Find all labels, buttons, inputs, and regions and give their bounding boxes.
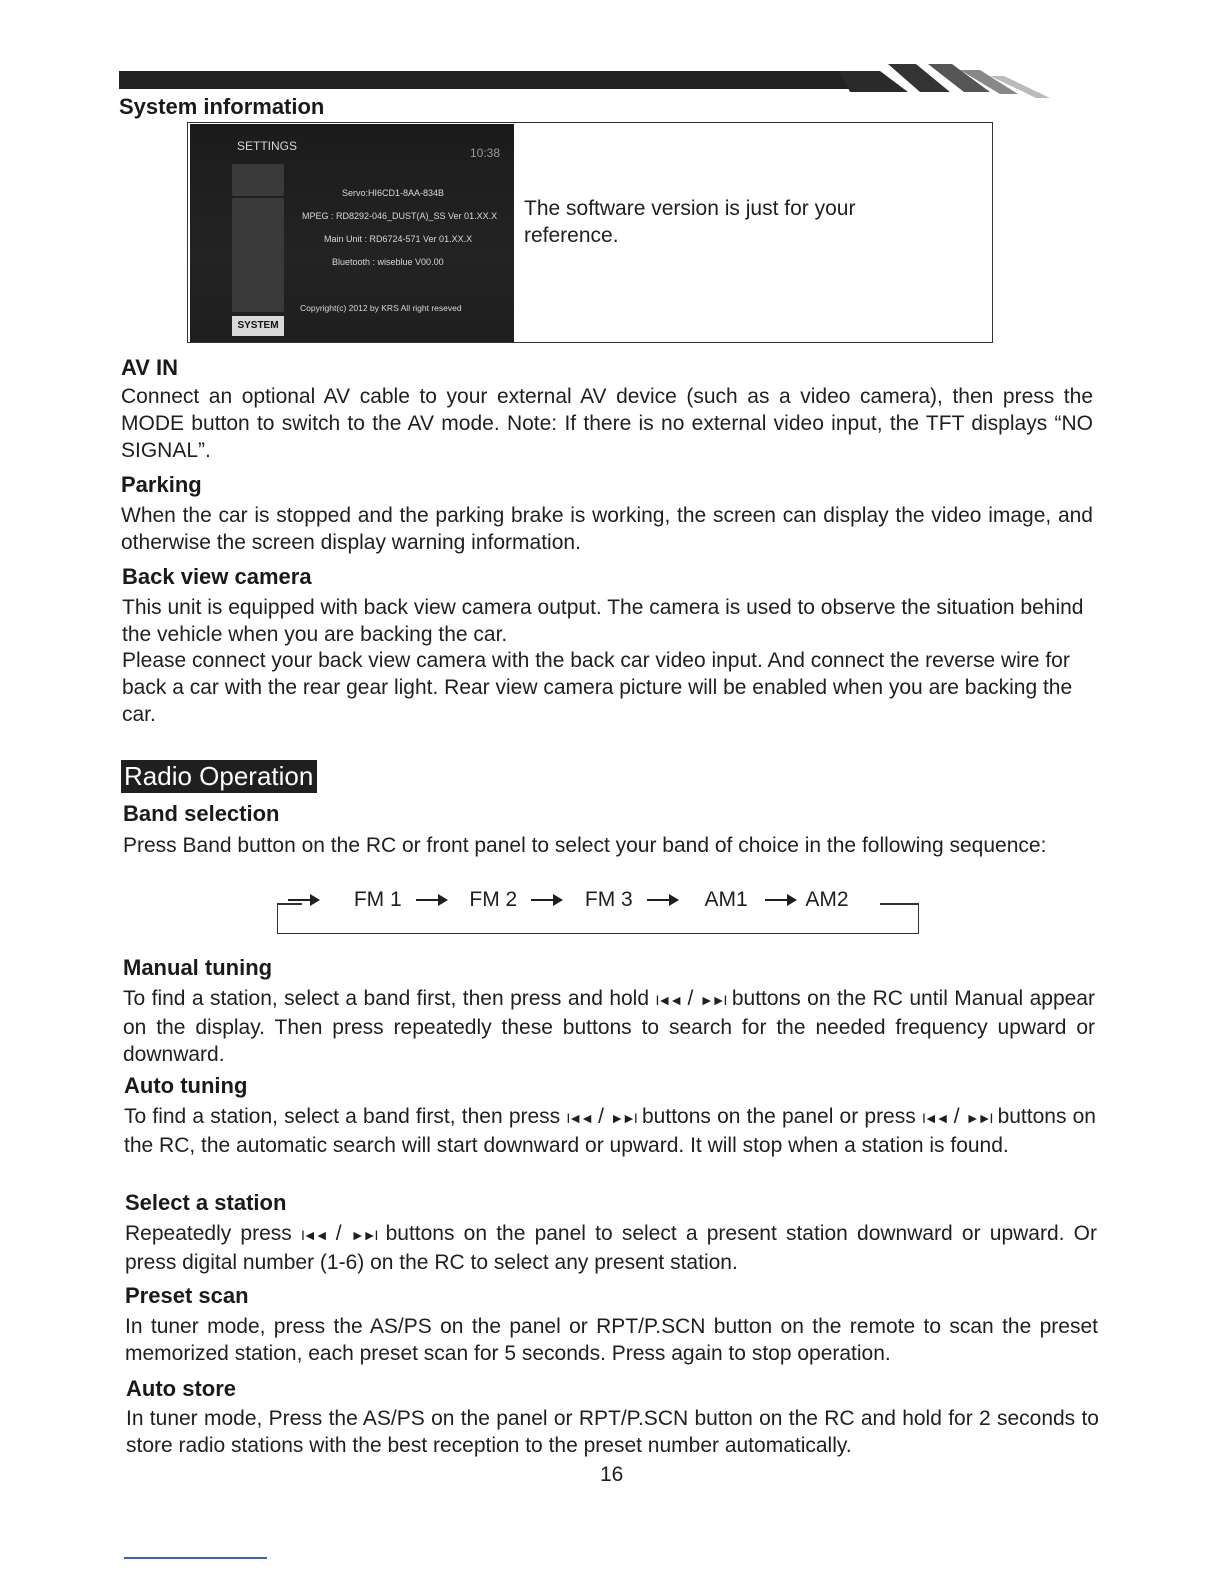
arrow-icon bbox=[416, 899, 446, 901]
band-selection-heading: Band selection bbox=[123, 801, 280, 826]
prev-track-icon: I◄◄ bbox=[300, 1227, 327, 1243]
manual-tuning-text bbox=[123, 985, 1095, 1068]
back-view-camera-heading: Back view camera bbox=[122, 564, 312, 589]
auto-tuning-text-c: buttons on the RC, the automatic search will start downward or upward. It will stop when a station is found. bbox=[124, 1105, 1096, 1157]
next-track-icon: ►►I bbox=[699, 992, 726, 1008]
header-stripes-decoration bbox=[840, 52, 1080, 98]
band-fm2: FM 2 bbox=[469, 888, 518, 911]
slash: / bbox=[335, 1222, 342, 1245]
settings-copyright: Copyright(c) 2012 by KRS All right reseved bbox=[300, 303, 462, 313]
manual-tuning-heading: Manual tuning bbox=[123, 955, 273, 980]
auto-store-text: In tuner mode, Press the AS/PS on the panel or RPT/P.SCN button on the RC and hold for 2 seconds to store radio stations with the best reception to the preset number automatically. bbox=[126, 1407, 1099, 1457]
slash: / bbox=[598, 1105, 605, 1128]
select-station-heading: Select a station bbox=[125, 1190, 287, 1215]
slash: / bbox=[687, 987, 694, 1010]
band-am2: AM2 bbox=[805, 888, 849, 911]
arrow-icon bbox=[531, 899, 561, 901]
back-view-camera-text-2: Please connect your back view camera with the back car video input. And connect the reverse wire for back a car with the rear gear light. Rear view camera picture will be enabled when you are backing the car. bbox=[122, 649, 1073, 726]
arrow-icon bbox=[288, 899, 318, 901]
footer-line bbox=[124, 1557, 267, 1559]
settings-time: 10:38 bbox=[470, 146, 501, 160]
version-line-bluetooth: Bluetooth : wiseblue V00.00 bbox=[332, 257, 444, 267]
header-bar bbox=[119, 71, 849, 89]
radio-operation-title: Radio Operation bbox=[121, 760, 317, 793]
arrow-icon bbox=[765, 899, 795, 901]
page-number: 16 bbox=[600, 1463, 624, 1486]
select-station-text-a: Repeatedly press bbox=[125, 1222, 292, 1245]
parking-heading: Parking bbox=[121, 472, 202, 497]
version-line-mpeg: MPEG : RD8292-046_DUST(A)_SS Ver 01.XX.X bbox=[302, 211, 498, 221]
auto-store-heading: Auto store bbox=[126, 1376, 236, 1401]
version-line-main-unit: Main Unit : RD6724-571 Ver 01.XX.X bbox=[324, 234, 473, 244]
auto-tuning-heading: Auto tuning bbox=[124, 1073, 248, 1098]
settings-tab-system: SYSTEM bbox=[232, 316, 284, 336]
slash: / bbox=[953, 1105, 960, 1128]
band-sequence bbox=[288, 888, 849, 912]
auto-tuning-text bbox=[124, 1103, 1096, 1159]
prev-track-icon: I◄◄ bbox=[566, 1110, 592, 1126]
band-fm1: FM 1 bbox=[353, 888, 402, 911]
av-in-text: Connect an optional AV cable to your external AV device (such as a video camera), then press the MODE button to switch to the AV mode. Note: If there is no external video input, the TFT displays “NO SIGNAL”. bbox=[121, 385, 1093, 462]
settings-tab-icon-5 bbox=[232, 280, 284, 312]
band-selection-text: Press Band button on the RC or front panel to select your band of choice in the following sequence: bbox=[123, 834, 1047, 857]
next-track-icon: ►►I bbox=[965, 1110, 992, 1126]
preset-scan-text: In tuner mode, press the AS/PS on the panel or RPT/P.SCN button on the remote to scan the preset memorized station, each preset scan for 5 seconds. Press again to stop operation. bbox=[125, 1315, 1098, 1365]
auto-tuning-text-b: buttons on the panel or press bbox=[642, 1105, 916, 1128]
settings-title: SETTINGS bbox=[237, 139, 298, 153]
manual-tuning-text-b: buttons on the RC until Manual appear on the display. Then press repeatedly these buttons to search for the needed frequency upward or downward. bbox=[123, 987, 1095, 1066]
next-track-icon: ►►I bbox=[610, 1110, 636, 1126]
band-am1: AM1 bbox=[704, 888, 748, 911]
parking-text: When the car is stopped and the parking brake is working, the screen can display the video image, and otherwise the screen display warning information. bbox=[121, 504, 1093, 554]
back-view-camera-text-1: This unit is equipped with back view camera output. The camera is used to observe the situation behind the vehicle when you are backing the car. bbox=[122, 596, 1084, 646]
select-station-text bbox=[125, 1220, 1097, 1276]
prev-track-icon: I◄◄ bbox=[655, 992, 682, 1008]
band-fm3: FM 3 bbox=[584, 888, 633, 911]
auto-tuning-text-a: To find a station, select a band first, then press bbox=[124, 1105, 561, 1128]
settings-screenshot bbox=[190, 124, 514, 342]
select-station-text-b: buttons on the panel to select a present station downward or upward. Or press digital number (1-6) on the RC to select any present station. bbox=[125, 1222, 1097, 1274]
software-version-note: The software version is just for your reference. bbox=[524, 197, 856, 247]
av-in-heading: AV IN bbox=[121, 355, 179, 380]
next-track-icon: ►►I bbox=[350, 1227, 377, 1243]
settings-tab-icon-1 bbox=[232, 164, 284, 196]
version-line-servo: Servo:HI6CD1-8AA-834B bbox=[342, 188, 445, 198]
preset-scan-heading: Preset scan bbox=[125, 1283, 249, 1308]
prev-track-icon: I◄◄ bbox=[921, 1110, 948, 1126]
manual-tuning-text-a: To find a station, select a band first, then press and hold bbox=[123, 987, 650, 1010]
system-information-heading: System information bbox=[119, 94, 325, 119]
arrow-icon bbox=[647, 899, 677, 901]
